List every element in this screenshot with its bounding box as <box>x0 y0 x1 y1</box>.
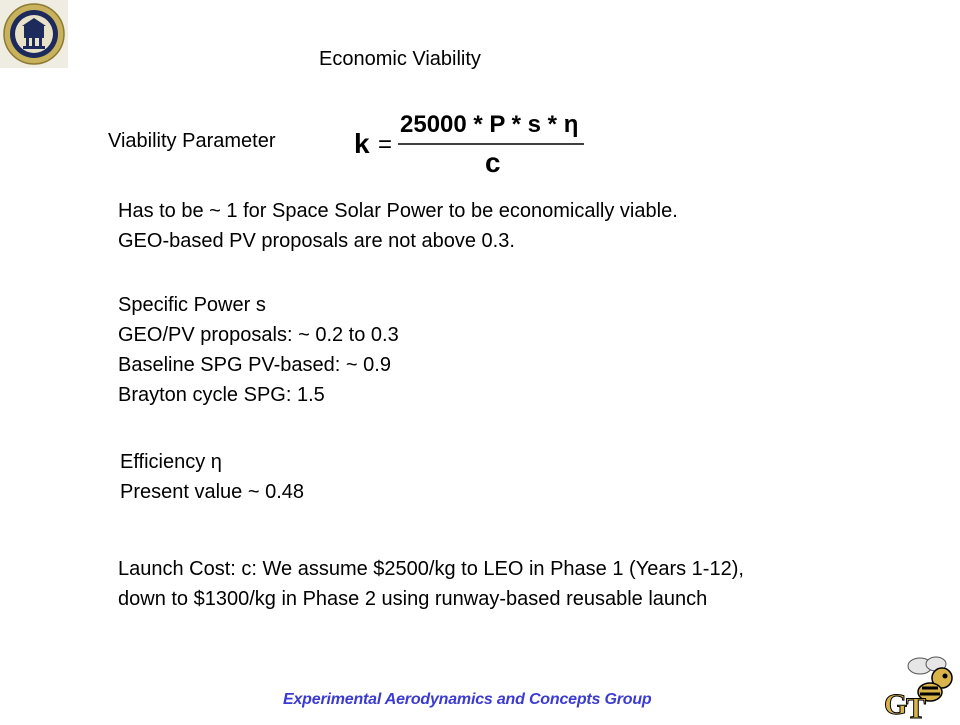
institute-seal-icon <box>0 0 68 68</box>
formula-denominator: c <box>485 147 501 178</box>
formula-equals: = <box>378 131 393 158</box>
svg-text:T: T <box>906 692 927 720</box>
text-line: Has to be ~ 1 for Space Solar Power to be economically viable. <box>118 200 678 222</box>
text-line: Launch Cost: c: We assume $2500/kg to LEO in Phase 1 (Years 1-12), <box>118 558 744 580</box>
text-line: Efficiency η <box>120 451 222 473</box>
viability-note <box>118 196 678 256</box>
text-line: Present value ~ 0.48 <box>120 481 305 503</box>
text-line: Baseline SPG PV-based: ~ 0.9 <box>118 354 391 376</box>
efficiency-block <box>120 447 304 507</box>
text-line: Brayton cycle SPG: 1.5 <box>118 384 325 406</box>
viability-parameter-label: Viability Parameter <box>108 130 276 152</box>
formula-numerator: 25000 * P * s * η <box>400 111 579 138</box>
text-line: Specific Power s <box>118 294 266 316</box>
launch-cost-block <box>118 554 744 614</box>
text-line: down to $1300/kg in Phase 2 using runway-based reusable launch <box>118 588 708 610</box>
formula-lhs: k <box>354 128 370 159</box>
text-line: GEO-based PV proposals are not above 0.3. <box>118 230 515 252</box>
viability-formula <box>352 104 592 180</box>
text-line: GEO/PV proposals: ~ 0.2 to 0.3 <box>118 324 399 346</box>
footer-group-name: Experimental Aerodynamics and Concepts Group <box>283 691 652 708</box>
yellow-jacket-gt-mascot-icon <box>880 652 960 720</box>
page-title: Economic Viability <box>319 48 481 70</box>
svg-text:G: G <box>884 688 908 720</box>
specific-power-block <box>118 290 399 410</box>
